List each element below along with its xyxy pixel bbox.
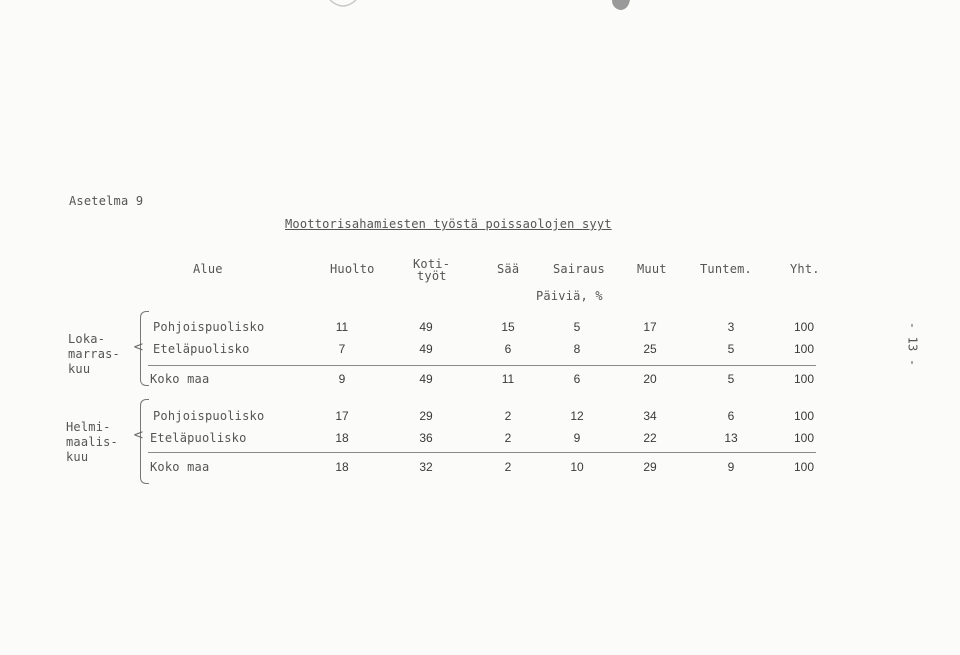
table-cell: 6: [727, 409, 735, 423]
month-label-oct-nov-1: Loka-: [68, 332, 106, 346]
column-header-maintenance: Huolto: [330, 262, 375, 276]
table-cell: 9: [727, 460, 735, 474]
bracket-point: <: [133, 340, 144, 355]
month-label-oct-nov-2: marras-: [68, 347, 120, 361]
table-cell: 100: [793, 342, 815, 356]
table-cell: 25: [643, 342, 657, 356]
column-header-other: Muut: [637, 262, 667, 276]
table-cell: 34: [643, 409, 657, 423]
table-cell: 13: [724, 431, 738, 445]
bracket-point: <: [133, 428, 144, 443]
table-cell: 15: [501, 320, 515, 334]
row-name: Eteläpuolisko: [153, 342, 250, 356]
table-cell: 5: [573, 320, 581, 334]
table-cell: 7: [338, 342, 346, 356]
table-cell: 17: [643, 320, 657, 334]
table-cell: 100: [793, 409, 815, 423]
page-number: - 13 -: [905, 321, 920, 367]
unit-subheader: Päiviä, %: [536, 289, 603, 303]
table-cell: 17: [335, 409, 349, 423]
table-cell: 49: [419, 372, 433, 386]
column-header-total: Yht.: [790, 262, 820, 276]
table-cell: 2: [504, 431, 512, 445]
table-cell: 22: [643, 431, 657, 445]
table-cell: 10: [570, 460, 584, 474]
month-label-feb-mar-2: maalis-: [66, 435, 118, 449]
table-cell: 36: [419, 431, 433, 445]
table-cell: 29: [643, 460, 657, 474]
divider: [148, 365, 816, 366]
month-label-feb-mar-3: kuu: [66, 450, 89, 464]
table-cell: 11: [335, 320, 349, 334]
table-cell: 12: [570, 409, 584, 423]
month-label-feb-mar-1: Helmi-: [66, 420, 111, 434]
table-label: Asetelma 9: [69, 194, 144, 208]
table-cell: 100: [793, 460, 815, 474]
row-name: Koko maa: [150, 372, 210, 386]
column-header-illness: Sairaus: [553, 262, 605, 276]
table-cell: 20: [643, 372, 657, 386]
table-cell: 100: [793, 431, 815, 445]
table-cell: 2: [504, 409, 512, 423]
row-name: Eteläpuolisko: [150, 431, 247, 445]
table-cell: 49: [419, 342, 433, 356]
table-cell: 100: [793, 372, 815, 386]
column-header-home-work-2: työt: [417, 269, 447, 283]
table-cell: 6: [573, 372, 581, 386]
table-cell: 18: [335, 431, 349, 445]
table-cell: 3: [727, 320, 735, 334]
divider: [148, 452, 816, 453]
table-cell: 6: [504, 342, 512, 356]
table-cell: 9: [338, 372, 346, 386]
column-header-region: Alue: [193, 262, 223, 276]
table-cell: 11: [501, 372, 515, 386]
table-cell: 8: [573, 342, 581, 356]
page-title: Moottorisahamiesten työstä poissaolojen syyt: [285, 217, 612, 231]
table-cell: 100: [793, 320, 815, 334]
row-name: Pohjoispuolisko: [153, 320, 265, 334]
row-name: Pohjoispuolisko: [153, 409, 265, 423]
column-header-weather: Sää: [497, 262, 520, 276]
table-cell: 9: [573, 431, 581, 445]
table-cell: 29: [419, 409, 433, 423]
table-cell: 2: [504, 460, 512, 474]
table-cell: 49: [419, 320, 433, 334]
table-cell: 5: [727, 342, 735, 356]
table-cell: 18: [335, 460, 349, 474]
scan-marks: [0, 0, 960, 20]
row-name: Koko maa: [150, 460, 210, 474]
column-header-unknown: Tuntem.: [700, 262, 752, 276]
month-label-oct-nov-3: kuu: [68, 362, 91, 376]
table-cell: 5: [727, 372, 735, 386]
table-cell: 32: [419, 460, 433, 474]
column-header-home-work-1: Koti-: [413, 257, 451, 271]
